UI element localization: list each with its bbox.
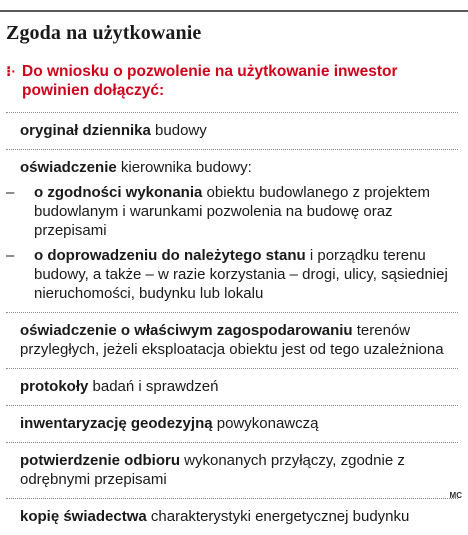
item-text: powykonawczą (212, 415, 319, 432)
item-bold: oświadczenie o właściwym zagospodarowaniu (20, 322, 353, 339)
list-item-swiadectwo (0, 499, 468, 535)
item-text: terenów przyległych, jeżeli eksploatacja obiektu jest od tego uzależniona (20, 322, 444, 358)
intro-lead (6, 62, 446, 100)
sub-item-zgodnosc (6, 183, 458, 240)
list-item-dziennik (0, 113, 468, 149)
item-bold: oświadczenie (20, 159, 117, 176)
item-text: budowy (150, 122, 207, 139)
top-rule (0, 10, 468, 12)
item-text: kierownika budowy: (116, 159, 252, 176)
sub-bold: o zgodności wykonania (34, 184, 203, 201)
sub-item-doprowadzenie (6, 246, 458, 303)
list-item-odbior (0, 443, 468, 498)
item-bold: inwentaryzację geodezyjną (20, 415, 213, 432)
dash-marker: – (6, 184, 15, 201)
item-bold: kopię świadectwa (20, 508, 147, 525)
page-title: Zgoda na użytkowanie (6, 22, 202, 44)
requirements-list (0, 112, 468, 535)
list-item-protokoly (0, 369, 468, 405)
sub-bold: o doprowadzeniu do należytego stanu (34, 247, 306, 264)
dash-marker: – (6, 247, 15, 264)
list-item-inwentaryzacja (0, 406, 468, 442)
author-initials: MC (449, 491, 462, 500)
item-text: badań i sprawdzeń (88, 378, 219, 395)
bullet-icon: ⁝· (6, 63, 16, 79)
item-bold: protokoły (20, 378, 89, 395)
sub-text: i porządku terenu budowy, a także – w razie korzystania – drogi, ulicy, sąsiedniej nieruchomości, budynku lub lokalu (34, 247, 448, 302)
intro-text: Do wniosku o pozwolenie na użytkowanie inwestor powinien dołączyć: (22, 63, 398, 99)
item-bold: potwierdzenie odbioru (20, 452, 180, 469)
item-text: charakterystyki energetycznej budynku (146, 508, 410, 525)
item-bold: oryginał dziennika (20, 122, 151, 139)
list-item-oswiadczenie-kierownika (0, 150, 468, 312)
item-text: wykonanych przyłączy, zgodnie z odrębnymi przepisami (20, 452, 405, 488)
sub-text: obiektu budowlanego z projektem budowlanym i warunkami pozwolenia na budowę oraz przepisami (34, 184, 431, 239)
list-item-zagospodarowanie (0, 313, 468, 368)
